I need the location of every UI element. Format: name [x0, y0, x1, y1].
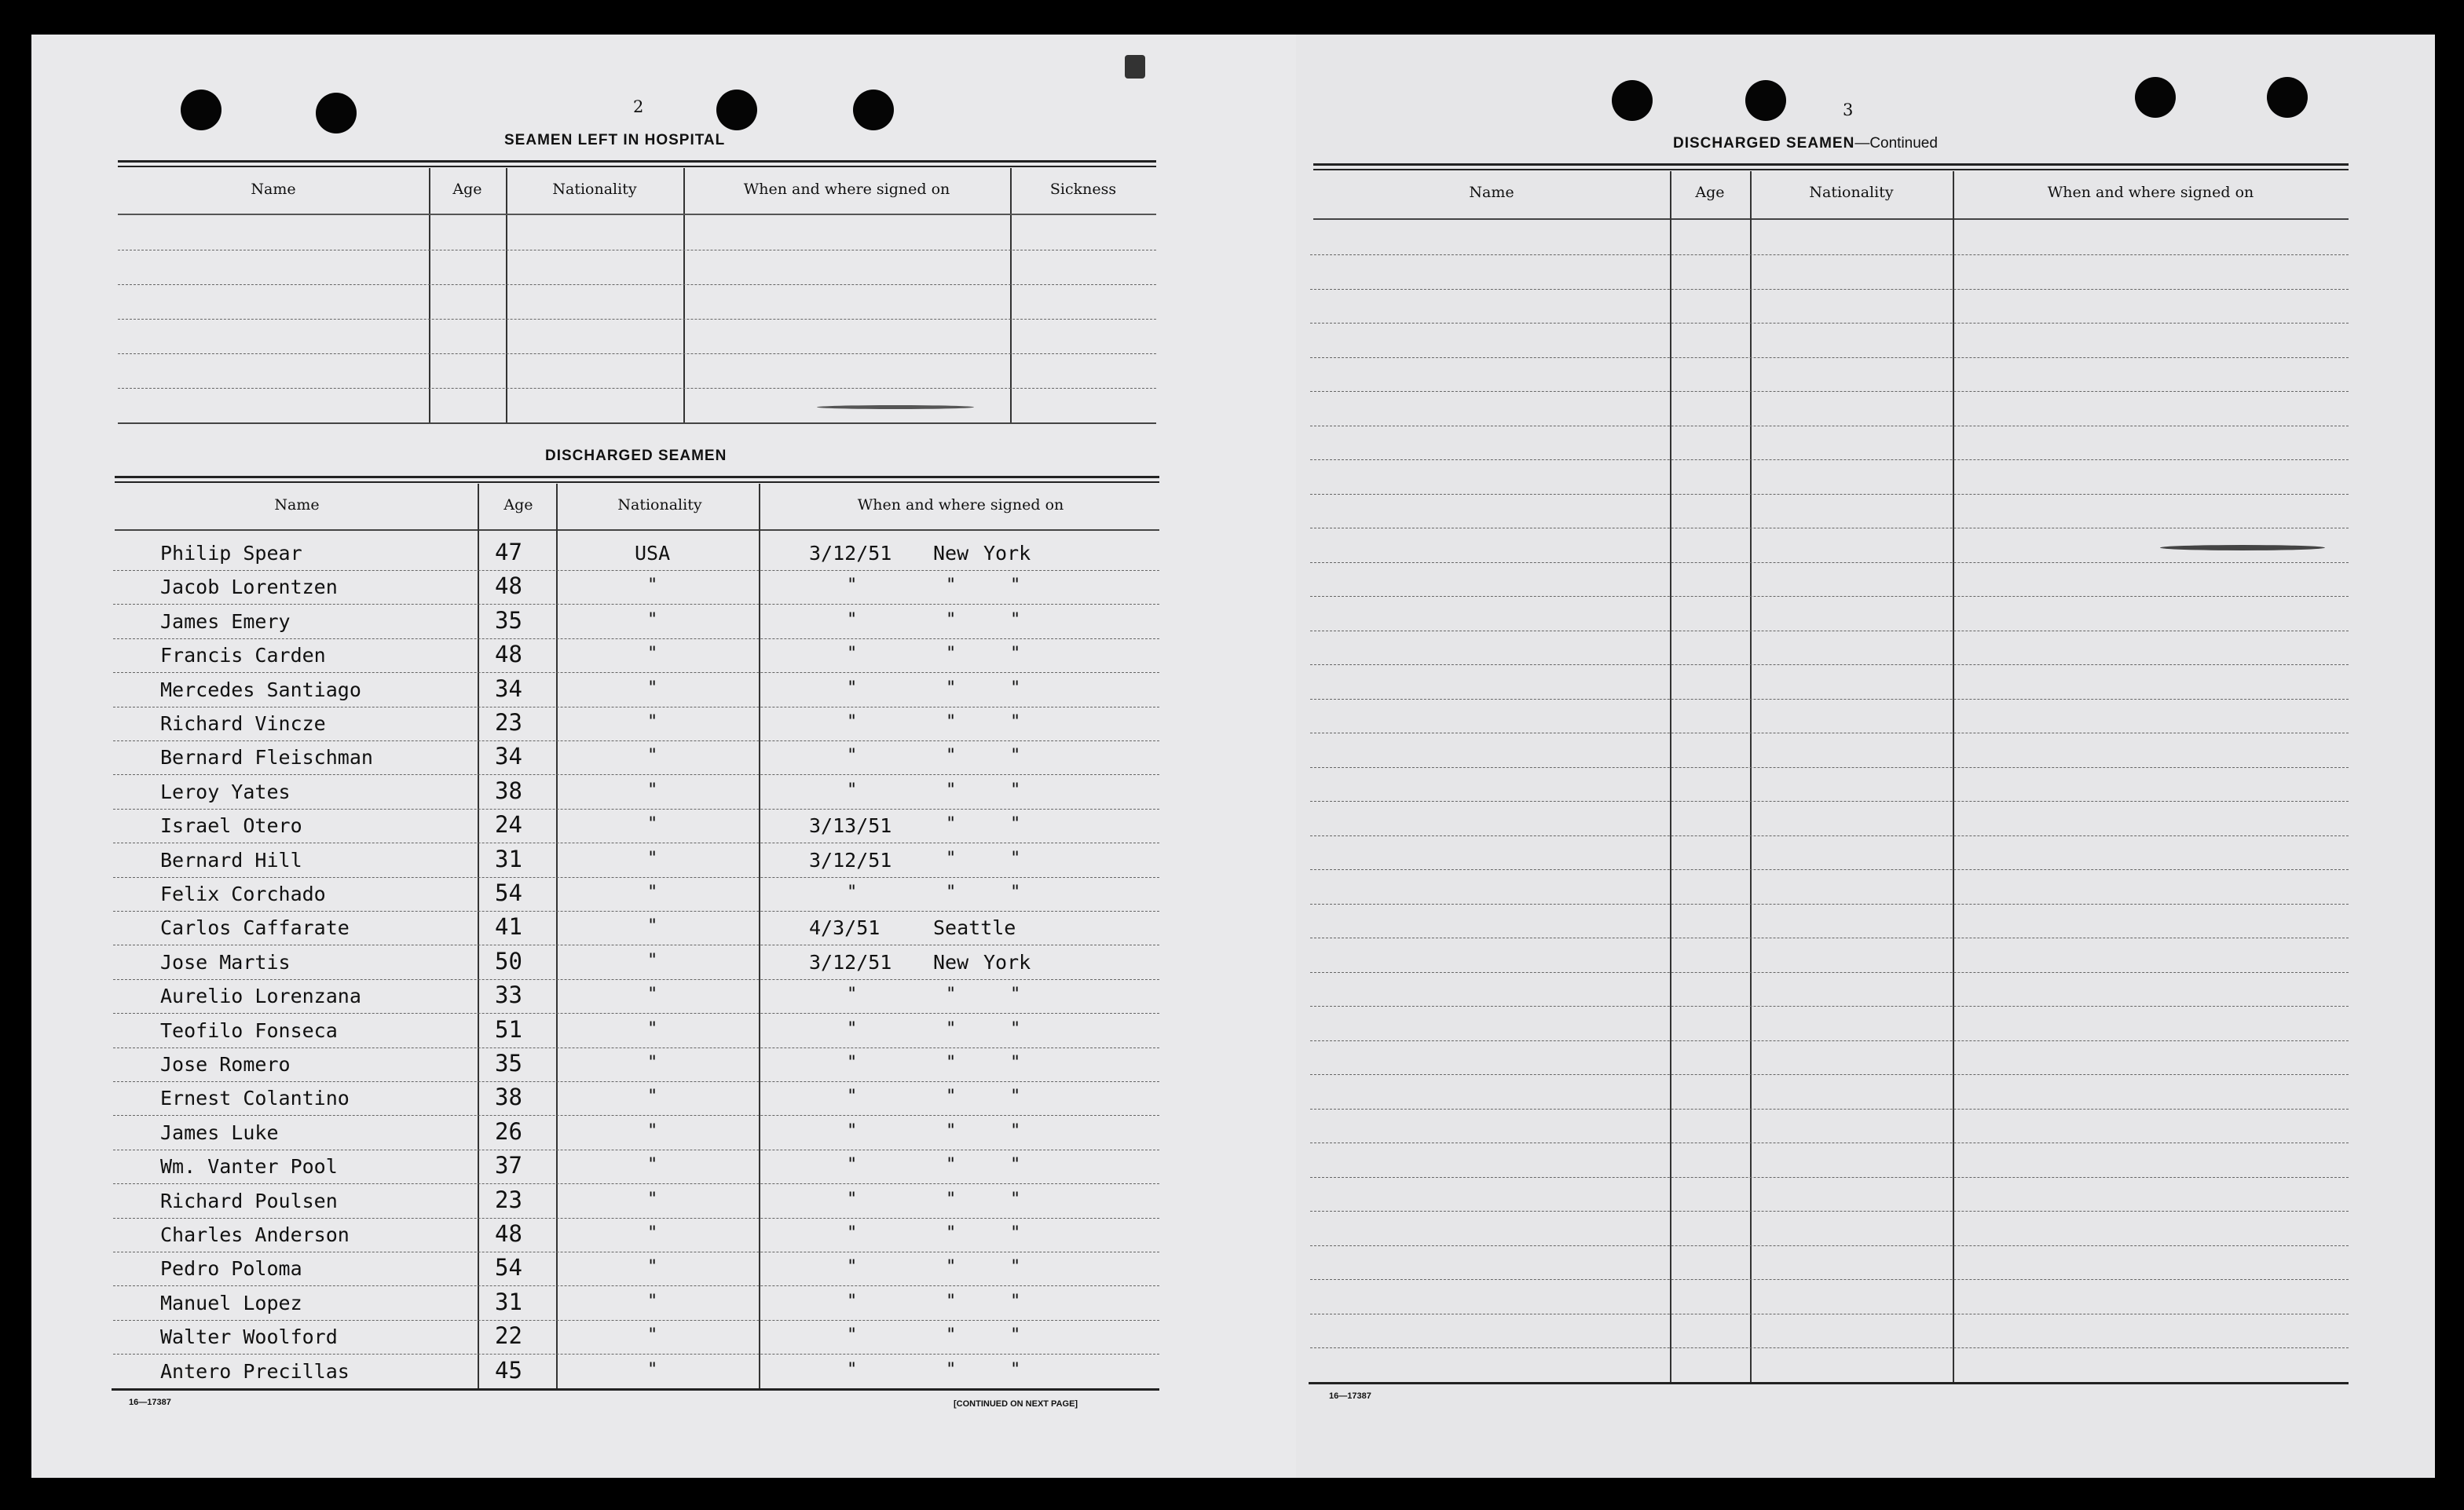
seaman-age: 22: [495, 1322, 522, 1350]
signed-on-date: ": [847, 1155, 858, 1175]
discharged-continued-title: [1673, 135, 1938, 152]
seaman-age: 35: [495, 1050, 522, 1077]
signed-on-place-2: ": [1010, 609, 1021, 630]
signed-on-date: ": [847, 1359, 858, 1380]
seaman-name: James Luke: [160, 1121, 279, 1144]
table-row: [0, 574, 1162, 609]
table-row: [0, 949, 1162, 984]
hospital-header-sickness: Sickness: [1049, 181, 1117, 198]
seaman-name: Philip Spear: [160, 542, 302, 565]
row-line: [1310, 1074, 2349, 1075]
signed-on-place-2: ": [1010, 644, 1021, 664]
table-row: [0, 1085, 1162, 1120]
continued-header-nationality: Nationality: [1809, 184, 1894, 201]
signed-on-place: ": [946, 1053, 957, 1073]
signed-on-date: ": [847, 780, 858, 800]
table-rule: [118, 160, 1156, 163]
signed-on-date: ": [847, 576, 858, 596]
signed-on-date: ": [847, 1018, 858, 1039]
table-rule: [118, 166, 1156, 167]
signed-on-place: ": [946, 644, 957, 664]
seaman-name: Richard Vincze: [160, 712, 326, 735]
row-line: [118, 353, 1156, 354]
row-line: [1310, 391, 2349, 392]
signed-on-place-2: ": [1010, 746, 1021, 766]
seaman-name: Richard Poulsen: [160, 1189, 338, 1212]
signed-on-date: ": [847, 746, 858, 766]
seaman-age: 34: [495, 675, 522, 702]
punch-hole: [1745, 80, 1786, 121]
row-line: [1310, 767, 2349, 768]
seaman-age: 50: [495, 947, 522, 974]
table-rule: [1313, 163, 2349, 166]
seaman-nationality: ": [647, 814, 658, 835]
signed-on-place-2: ": [1010, 1018, 1021, 1039]
row-line: [1310, 1177, 2349, 1178]
seaman-nationality: ": [647, 848, 658, 868]
seaman-age: 47: [495, 539, 522, 565]
hospital-header-age: Age: [452, 181, 482, 198]
table-rule: [112, 1388, 1159, 1391]
signed-on-place: ": [946, 1155, 957, 1175]
signed-on-date: ": [847, 1121, 858, 1141]
punch-hole: [2267, 77, 2308, 118]
form-number: 16—17387: [129, 1398, 171, 1407]
signed-on-date: ": [847, 1053, 858, 1073]
continued-header-signed-on: When and where signed on: [2047, 184, 2254, 201]
column-divider: [683, 168, 685, 424]
table-row: [0, 779, 1162, 813]
seaman-nationality: ": [647, 1257, 658, 1278]
seaman-age: 54: [495, 1254, 522, 1281]
column-divider: [1750, 171, 1752, 1384]
row-line: [1310, 1040, 2349, 1041]
signed-on-place: ": [946, 780, 957, 800]
signed-on-place: ": [946, 1189, 957, 1209]
table-rule: [1309, 1382, 2349, 1384]
signed-on-date: 3/12/51: [809, 950, 892, 974]
row-line: [1310, 494, 2349, 495]
row-line: [1310, 664, 2349, 665]
seaman-age: 33: [495, 982, 522, 1009]
signed-on-date: ": [847, 644, 858, 664]
seaman-nationality: ": [647, 950, 658, 971]
punch-hole: [316, 93, 357, 133]
signed-on-place: ": [946, 814, 957, 835]
signed-on-place-2: York: [983, 542, 1031, 565]
page-number: 2: [633, 97, 644, 116]
seaman-name: Jose Romero: [160, 1053, 291, 1076]
row-line: [1310, 699, 2349, 700]
table-rule: [1313, 218, 2349, 220]
signed-on-date: 4/3/51: [809, 916, 881, 940]
seaman-name: Israel Otero: [160, 814, 302, 838]
right-page: [1296, 35, 2435, 1478]
signed-on-place: Seattle: [933, 916, 1016, 940]
table-rule: [115, 529, 1159, 531]
discharged-header-nationality: Nationality: [617, 496, 702, 514]
signed-on-date: ": [847, 712, 858, 732]
seaman-age: 45: [495, 1356, 522, 1384]
signed-on-place-2: ": [1010, 814, 1021, 835]
row-line: [118, 284, 1156, 285]
seaman-age: 38: [495, 1084, 522, 1111]
table-row: [0, 642, 1162, 677]
seaman-age: 48: [495, 1220, 522, 1247]
signed-on-place: ": [946, 1223, 957, 1243]
seaman-name: Jose Martis: [160, 950, 291, 974]
discharged-header-age: Age: [503, 496, 533, 514]
seaman-name: Ernest Colantino: [160, 1087, 350, 1110]
seaman-nationality: ": [647, 1087, 658, 1107]
signed-on-place: ": [946, 1257, 957, 1278]
seaman-nationality: ": [647, 1155, 658, 1175]
seaman-nationality: ": [647, 746, 658, 766]
row-line: [1310, 1279, 2349, 1280]
seaman-name: Carlos Caffarate: [160, 916, 350, 940]
table-rule: [115, 476, 1159, 478]
seaman-name: Pedro Poloma: [160, 1257, 302, 1281]
seaman-nationality: ": [647, 1121, 658, 1141]
table-rule: [118, 214, 1156, 215]
row-line: [1310, 289, 2349, 290]
signed-on-date: ": [847, 883, 858, 902]
seaman-age: 37: [495, 1152, 522, 1179]
seaman-nationality: ": [647, 609, 658, 630]
signed-on-place: ": [946, 1359, 957, 1380]
table-row: [0, 711, 1162, 745]
seaman-age: 38: [495, 777, 522, 804]
seaman-age: 31: [495, 845, 522, 872]
row-line: [118, 388, 1156, 389]
table-row: [0, 813, 1162, 847]
signed-on-place-2: ": [1010, 1155, 1021, 1175]
signed-on-place-2: ": [1010, 678, 1021, 698]
seaman-age: 48: [495, 572, 522, 600]
punch-hole: [181, 90, 222, 130]
column-divider: [506, 168, 507, 424]
seaman-name: Teofilo Fonseca: [160, 1018, 338, 1042]
signed-on-place: ": [946, 609, 957, 630]
column-divider: [1953, 171, 1954, 1384]
table-rule: [1313, 169, 2349, 170]
row-line: [1310, 904, 2349, 905]
punch-hole: [716, 90, 757, 130]
seaman-age: 23: [495, 709, 522, 736]
signed-on-place: ": [946, 1291, 957, 1311]
seaman-nationality: ": [647, 1018, 658, 1039]
row-line: [1310, 801, 2349, 802]
signed-on-place-2: ": [1010, 1291, 1021, 1311]
row-line: [1310, 835, 2349, 836]
title-main: DISCHARGED SEAMEN: [1673, 135, 1855, 152]
seaman-nationality: ": [647, 883, 658, 902]
punch-hole: [1612, 80, 1653, 121]
signed-on-place-2: ": [1010, 985, 1021, 1005]
column-divider: [1010, 168, 1012, 424]
title-suffix: —Continued: [1854, 135, 1938, 152]
table-row: [0, 983, 1162, 1018]
signed-on-place: ": [946, 678, 957, 698]
table-row: [0, 540, 1162, 575]
table-row: [0, 1256, 1162, 1290]
row-line: [1310, 357, 2349, 358]
signed-on-date: ": [847, 1257, 858, 1278]
signed-on-place: ": [946, 1087, 957, 1107]
signed-on-place-2: ": [1010, 1053, 1021, 1073]
row-line: [1310, 562, 2349, 563]
seaman-name: Wm. Vanter Pool: [160, 1155, 338, 1179]
pen-smudge: [2160, 545, 2325, 550]
seaman-name: Bernard Hill: [160, 848, 302, 872]
seaman-age: 24: [495, 811, 522, 839]
seaman-name: Felix Corchado: [160, 883, 326, 905]
signed-on-date: ": [847, 1223, 858, 1243]
signed-on-place-2: ": [1010, 848, 1021, 868]
seaman-name: Francis Carden: [160, 644, 326, 667]
signed-on-place: ": [946, 1325, 957, 1346]
seaman-age: 26: [495, 1117, 522, 1145]
hospital-header-name: Name: [251, 181, 296, 198]
hospital-section-title: SEAMEN LEFT IN HOSPITAL: [504, 132, 726, 148]
seaman-nationality: ": [647, 1189, 658, 1209]
table-row: [0, 1358, 1162, 1393]
seaman-nationality: ": [647, 712, 658, 732]
signed-on-place: New: [933, 950, 969, 974]
seaman-name: Charles Anderson: [160, 1223, 350, 1246]
signed-on-date: ": [847, 678, 858, 698]
signed-on-place: ": [946, 883, 957, 902]
seaman-name: Mercedes Santiago: [160, 678, 361, 701]
signed-on-date: 3/13/51: [809, 814, 892, 838]
signed-on-place-2: ": [1010, 883, 1021, 902]
hospital-header-nationality: Nationality: [552, 181, 637, 198]
signed-on-date: ": [847, 1291, 858, 1311]
signed-on-place-2: ": [1010, 1189, 1021, 1209]
signed-on-place-2: ": [1010, 1257, 1021, 1278]
table-row: [0, 1117, 1162, 1154]
pen-smudge: [817, 405, 974, 409]
seaman-age: 51: [495, 1015, 522, 1043]
signed-on-place-2: ": [1010, 1121, 1021, 1141]
signed-on-place-2: York: [983, 950, 1031, 974]
signed-on-place-2: ": [1010, 780, 1021, 800]
signed-on-date: ": [847, 1325, 858, 1346]
discharged-section-title: DISCHARGED SEAMEN: [545, 448, 727, 464]
form-number: 16—17387: [1329, 1391, 1371, 1401]
signed-on-place-2: ": [1010, 576, 1021, 596]
row-line: [1310, 1245, 2349, 1246]
seaman-nationality: ": [647, 1223, 658, 1243]
row-line: [118, 319, 1156, 320]
table-row: [0, 744, 1162, 779]
seaman-nationality: USA: [635, 542, 671, 565]
punch-hole: [2135, 77, 2176, 118]
signed-on-place: New: [933, 542, 969, 565]
signed-on-date: ": [847, 1087, 858, 1107]
signed-on-place: ": [946, 1121, 957, 1141]
signed-on-place: ": [946, 848, 957, 868]
row-line: [1310, 596, 2349, 597]
row-line: [1310, 1109, 2349, 1110]
seaman-name: Bernard Fleischman: [160, 746, 373, 770]
discharged-header-name: Name: [274, 496, 320, 514]
signed-on-place-2: ": [1010, 1359, 1021, 1380]
seaman-nationality: ": [647, 678, 658, 698]
seaman-age: 41: [495, 913, 522, 941]
continued-note: [CONTINUED ON NEXT PAGE]: [954, 1399, 1078, 1409]
table-row: [0, 847, 1162, 882]
seaman-name: Manuel Lopez: [160, 1291, 302, 1314]
signed-on-place-2: ": [1010, 1325, 1021, 1346]
signed-on-place-2: ": [1010, 1223, 1021, 1243]
table-row: [0, 1324, 1162, 1358]
continued-header-age: Age: [1695, 184, 1725, 201]
table-row: [0, 1290, 1162, 1325]
signed-on-place: ": [946, 576, 957, 596]
table-row: [0, 606, 1162, 643]
signed-on-place-2: ": [1010, 1087, 1021, 1107]
table-row: [0, 915, 1162, 949]
hospital-header-signed-on: When and where signed on: [743, 181, 950, 198]
seaman-name: Leroy Yates: [160, 780, 291, 803]
table-row: [0, 881, 1162, 916]
table-row: [0, 1015, 1162, 1052]
seaman-nationality: ": [647, 1359, 658, 1380]
seaman-name: Aurelio Lorenzana: [160, 985, 361, 1008]
page-number: 3: [1843, 101, 1854, 119]
row-line: [1310, 1347, 2349, 1348]
discharged-header-signed-on: When and where signed on: [857, 496, 1064, 514]
seaman-nationality: ": [647, 780, 658, 800]
row-line: [1310, 254, 2349, 255]
seaman-name: Walter Woolford: [160, 1325, 338, 1349]
table-row: [0, 1154, 1162, 1188]
column-divider: [429, 168, 430, 424]
table-rule: [118, 422, 1156, 424]
seaman-nationality: ": [647, 1053, 658, 1073]
row-line: [1310, 459, 2349, 460]
seaman-name: James Emery: [160, 609, 291, 633]
row-line: [1310, 323, 2349, 324]
signed-on-place: ": [946, 985, 957, 1005]
table-row: [0, 1188, 1162, 1223]
seaman-nationality: ": [647, 1325, 658, 1346]
row-line: [1310, 1006, 2349, 1007]
signed-on-date: 3/12/51: [809, 848, 892, 872]
seaman-name: Antero Precillas: [160, 1359, 350, 1383]
seaman-age: 34: [495, 743, 522, 770]
seaman-nationality: ": [647, 916, 658, 937]
seaman-nationality: ": [647, 576, 658, 596]
signed-on-place-2: ": [1010, 712, 1021, 732]
signed-on-place: ": [946, 746, 957, 766]
continued-header-name: Name: [1469, 184, 1514, 201]
signed-on-date: ": [847, 1189, 858, 1209]
seaman-nationality: ": [647, 985, 658, 1005]
binding-mark: [1125, 55, 1145, 79]
signed-on-date: 3/12/51: [809, 542, 892, 565]
table-rule: [115, 481, 1159, 483]
seaman-name: Jacob Lorentzen: [160, 576, 338, 599]
signed-on-date: ": [847, 609, 858, 630]
signed-on-place: ": [946, 712, 957, 732]
seaman-nationality: ": [647, 1291, 658, 1311]
seaman-age: 54: [495, 879, 522, 906]
table-row: [0, 1051, 1162, 1086]
row-line: [1310, 1211, 2349, 1212]
table-row: [0, 1222, 1162, 1256]
seaman-age: 35: [495, 606, 522, 634]
signed-on-place: ": [946, 1018, 957, 1039]
seaman-age: 31: [495, 1288, 522, 1315]
row-line: [1310, 869, 2349, 870]
seaman-nationality: ": [647, 644, 658, 664]
table-row: [0, 677, 1162, 711]
signed-on-date: ": [847, 985, 858, 1005]
seaman-age: 23: [495, 1186, 522, 1213]
row-line: [1310, 972, 2349, 973]
punch-hole: [853, 90, 894, 130]
seaman-age: 48: [495, 641, 522, 668]
column-divider: [1670, 171, 1671, 1384]
